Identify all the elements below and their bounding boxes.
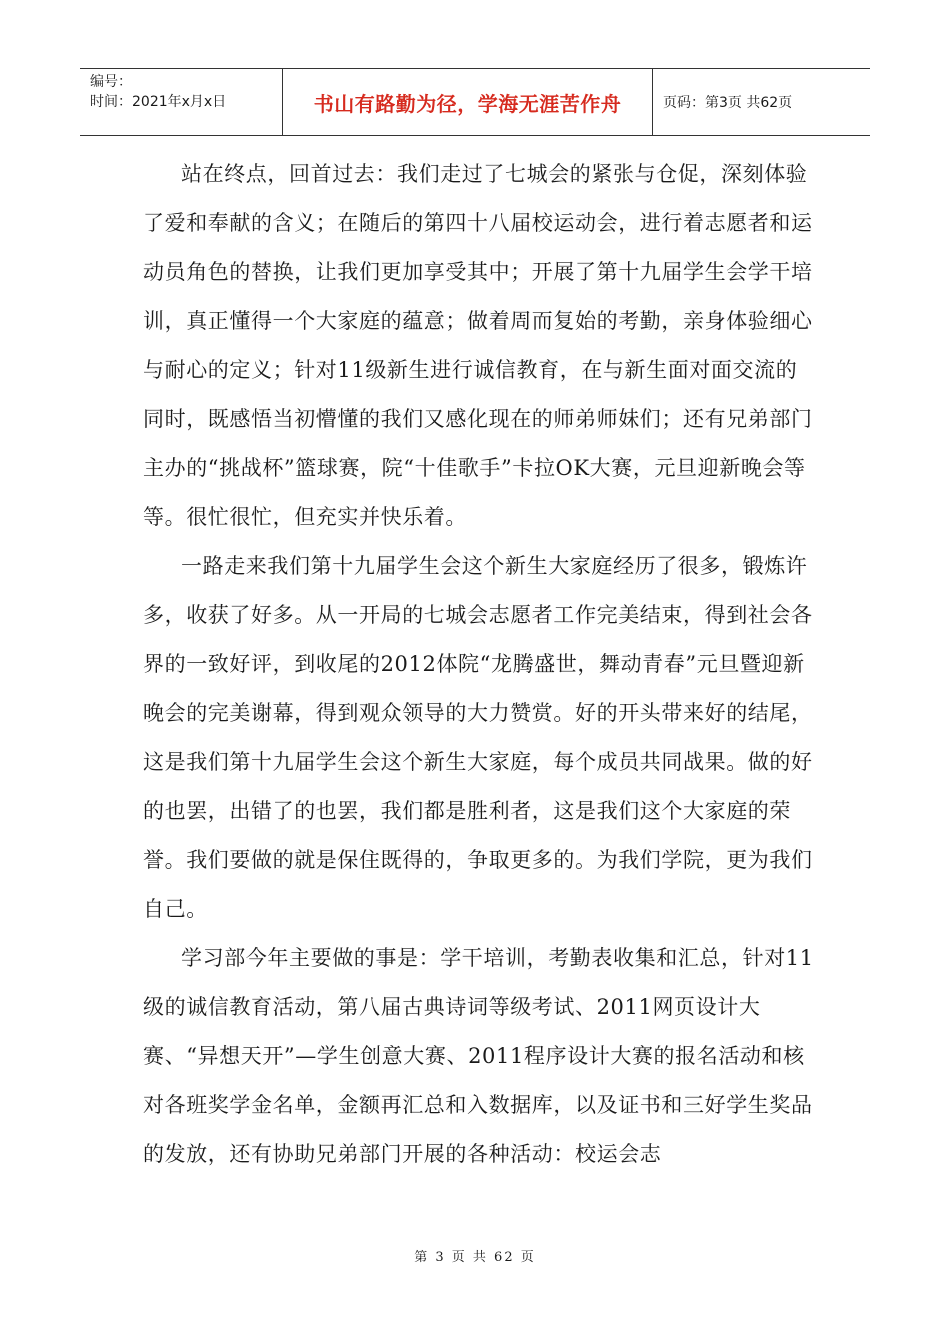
paragraph-3: 学习部今年主要做的事是：学干培训，考勤表收集和汇总，针对11级的诚信教育活动，第八届古典诗词等级考试、2011网页设计大赛、“异想天开”—学生创意大赛、2011程序设计大赛的报名活动和核对各班奖学金名单，金额再汇总和入数据库，以及证书和三好学生奖品的发放，还有协助兄弟部门开展的各种活动：校运会志 xyxy=(143,946,814,1166)
document-number: 编号： xyxy=(90,74,132,90)
document-time: 时间：2021年x月x日 xyxy=(90,94,227,110)
document-body xyxy=(143,150,815,1179)
page-footer: 第 3 页 共 62 页 xyxy=(414,1250,536,1265)
paragraph-1: 站在终点，回首过去：我们走过了七城会的紧张与仓促，深刻体验了爱和奉献的含义；在随后的第四十八届校运动会，进行着志愿者和运动员角色的替换，让我们更加享受其中；开展了第十九届学生会学干培训，真正懂得一个大家庭的蕴意；做着周而复始的考勤，亲身体验细心与耐心的定义；针对11级新生进行诚信教育，在与新生面对面交流的同时，既感悟当初懵懂的我们又感化现在的师弟师妹们；还有兄弟部门主办的“挑战杯”篮球赛，院“十佳歌手”卡拉OK大赛，元旦迎新晚会等等。很忙很忙，但充实并快乐着。 xyxy=(143,162,813,529)
paragraph-2: 一路走来我们第十九届学生会这个新生大家庭经历了很多，锻炼许多，收获了好多。从一开局的七城会志愿者工作完美结束，得到社会各界的一致好评，到收尾的2012体院“龙腾盛世，舞动青春”元旦暨迎新晚会的完美谢幕，得到观众领导的大力赞赏。好的开头带来好的结尾，这是我们第十九届学生会这个新生大家庭，每个成员共同战果。做的好的也罢，出错了的也罢，我们都是胜利者，这是我们这个大家庭的荣誉。我们要做的就是保住既得的，争取更多的。为我们学院，更为我们自己。 xyxy=(143,554,813,921)
page-header xyxy=(80,68,870,136)
header-page-info: 页码：第3页 共62页 xyxy=(663,95,793,111)
header-meta xyxy=(80,69,283,135)
header-motto: 书山有路勤为径，学海无涯苦作舟 xyxy=(283,69,653,135)
